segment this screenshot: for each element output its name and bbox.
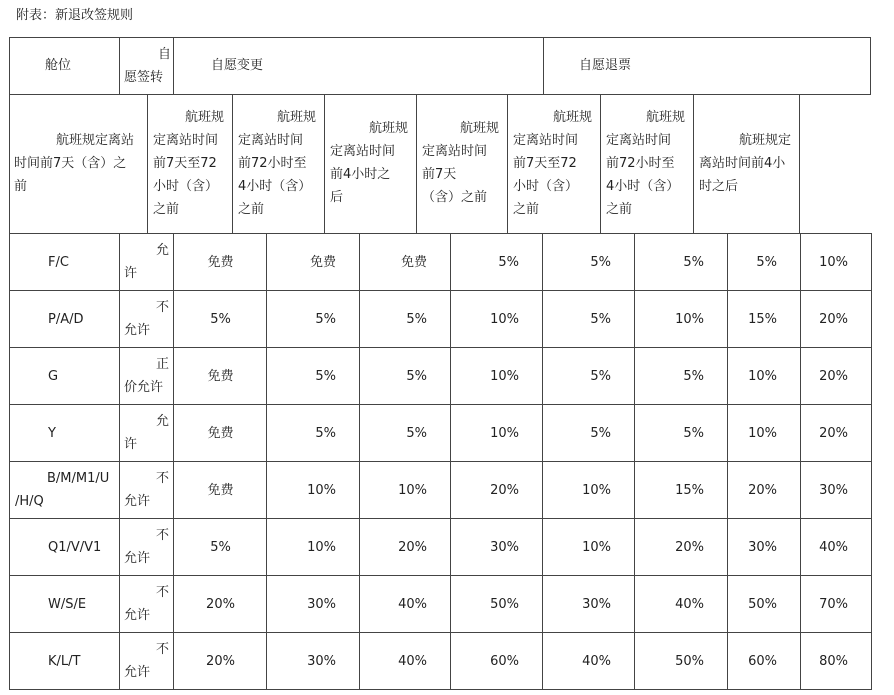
fee-value: 5% (210, 312, 231, 327)
fee-cell (173, 290, 267, 348)
fee-cell (359, 632, 451, 690)
fee-cell (173, 233, 267, 291)
fee-value: 10% (582, 540, 611, 555)
fee-value: 10% (819, 255, 848, 270)
fee-cell (634, 632, 728, 690)
fee-value: 5% (590, 426, 611, 441)
period-header: 定离站时间 (238, 133, 304, 148)
period-header: 之前 (606, 202, 633, 217)
period-header: 航班规 (276, 110, 316, 125)
transfer-value: 不 (155, 471, 169, 486)
fee-cell (359, 575, 451, 633)
period-header: 后 (330, 190, 344, 205)
transfer-cell (119, 233, 174, 291)
fee-value: 5% (406, 312, 427, 327)
fee-cell (634, 404, 728, 462)
period-header: （含）之前 (422, 190, 488, 205)
fee-value: 10% (582, 483, 611, 498)
fee-cell (173, 632, 267, 690)
fee-value: 5% (683, 255, 704, 270)
period-header-cell (416, 94, 508, 234)
period-header: 定离站时间 (606, 133, 672, 148)
fee-value: 50% (490, 597, 519, 612)
transfer-value: 正 (155, 357, 169, 372)
fee-value: 5% (498, 255, 519, 270)
period-header-cell (147, 94, 233, 234)
fee-value: 20% (206, 597, 235, 612)
fee-cell (173, 461, 267, 519)
fee-value: 40% (398, 654, 427, 669)
fee-cell (542, 404, 635, 462)
fee-cell (359, 233, 451, 291)
fee-cell (450, 518, 543, 576)
cabin-header-cell (9, 37, 120, 95)
fee-value: 20% (819, 369, 848, 384)
fee-value: 10% (748, 369, 777, 384)
fee-cell (800, 632, 872, 690)
fee-cell (800, 518, 872, 576)
transfer-value: 允许 (124, 608, 151, 623)
transfer-value: 价允许 (124, 380, 164, 395)
fee-value: 30% (307, 597, 336, 612)
change-header-cell (173, 37, 544, 95)
fee-cell (634, 461, 728, 519)
fee-cell (450, 347, 543, 405)
transfer-cell (119, 347, 174, 405)
transfer-value: 不 (155, 528, 169, 543)
period-header: 之前 (513, 202, 540, 217)
fee-cell (542, 461, 635, 519)
cabin-cell (9, 632, 120, 690)
fee-value: 5% (590, 312, 611, 327)
cabin-code: W/S/E (48, 597, 87, 612)
fee-value: 20% (675, 540, 704, 555)
cabin-cell (9, 575, 120, 633)
fee-cell (450, 404, 543, 462)
transfer-cell (119, 404, 174, 462)
fee-value: 5% (590, 369, 611, 384)
period-header-cell (507, 94, 601, 234)
fee-cell (266, 290, 360, 348)
fee-cell (727, 461, 801, 519)
fee-value: 免费 (309, 255, 336, 270)
fee-value: 5% (590, 255, 611, 270)
fee-value: 30% (490, 540, 519, 555)
period-header-cell (324, 94, 417, 234)
fee-value: 15% (748, 312, 777, 327)
fee-cell (173, 404, 267, 462)
transfer-value: 许 (124, 437, 138, 452)
transfer-header-cell (119, 37, 174, 95)
fee-value: 60% (490, 654, 519, 669)
fee-cell (800, 290, 872, 348)
transfer-value: 允 (155, 243, 169, 258)
period-header: 定离站时间 (330, 144, 396, 159)
fee-cell (266, 632, 360, 690)
fee-value: 10% (490, 312, 519, 327)
period-header: 定离站时间 (513, 133, 579, 148)
cabin-code: K/L/T (48, 654, 81, 669)
period-header: 定离站时间 (422, 144, 488, 159)
fee-cell (727, 290, 801, 348)
period-header-cell (232, 94, 325, 234)
period-header: 航班规 (552, 110, 592, 125)
fee-value: 40% (582, 654, 611, 669)
fee-cell (450, 575, 543, 633)
fee-value: 5% (756, 255, 777, 270)
fee-value: 30% (819, 483, 848, 498)
fee-value: 80% (819, 654, 848, 669)
period-header: 前7天至72 (513, 156, 577, 171)
period-header: 航班规 (368, 121, 408, 136)
cabin-cell (9, 518, 120, 576)
period-header: 前7天 (422, 167, 457, 182)
period-header: 航班规定 (738, 133, 791, 148)
transfer-value: 允许 (124, 323, 151, 338)
refund-header-cell (543, 37, 871, 95)
period-header: 时间前7天（含）之 (14, 156, 127, 171)
fee-cell (173, 575, 267, 633)
cabin-cell (9, 233, 120, 291)
transfer-header: 愿签转 (124, 70, 164, 85)
fee-value: 10% (398, 483, 427, 498)
fee-cell (359, 347, 451, 405)
fee-value: 5% (406, 426, 427, 441)
fee-cell (634, 575, 728, 633)
fee-value: 50% (675, 654, 704, 669)
fee-cell (542, 347, 635, 405)
fee-cell (634, 290, 728, 348)
table-caption: 附表：新退改签规则 (16, 8, 134, 23)
fee-cell (727, 575, 801, 633)
transfer-value: 不 (155, 300, 169, 315)
fee-value: 10% (748, 426, 777, 441)
fee-value: 15% (675, 483, 704, 498)
fee-value: 5% (210, 540, 231, 555)
fee-value: 免费 (207, 426, 234, 441)
transfer-cell (119, 632, 174, 690)
transfer-value: 允许 (124, 551, 151, 566)
fee-value: 10% (490, 426, 519, 441)
fee-value: 免费 (207, 369, 234, 384)
period-header: 离站时间前4小 (699, 156, 786, 171)
cabin-cell (9, 290, 120, 348)
transfer-cell (119, 461, 174, 519)
transfer-cell (119, 575, 174, 633)
period-header: 航班规定离站 (55, 133, 134, 148)
fee-cell (800, 575, 872, 633)
cabin-code: /H/Q (15, 494, 44, 509)
period-header: 前72小时至 (606, 156, 675, 171)
fee-cell (266, 347, 360, 405)
fee-value: 20% (819, 312, 848, 327)
fee-value: 20% (206, 654, 235, 669)
fee-cell (800, 233, 872, 291)
fee-cell (450, 233, 543, 291)
transfer-cell (119, 518, 174, 576)
fee-cell (542, 518, 635, 576)
fee-value: 30% (582, 597, 611, 612)
transfer-value: 不 (155, 642, 169, 657)
period-header: 4小时（含） (606, 179, 680, 194)
fee-cell (266, 233, 360, 291)
change-header: 自愿变更 (211, 58, 264, 73)
fee-value: 免费 (207, 255, 234, 270)
period-header-cell-first (9, 94, 148, 234)
fee-value: 20% (398, 540, 427, 555)
transfer-value: 不 (155, 585, 169, 600)
fee-value: 30% (307, 654, 336, 669)
fee-cell (800, 404, 872, 462)
cabin-code: P/A/D (48, 312, 84, 327)
fee-value: 20% (490, 483, 519, 498)
cabin-cell (9, 347, 120, 405)
fee-value: 20% (748, 483, 777, 498)
cabin-code: G (48, 369, 59, 384)
fee-cell (450, 290, 543, 348)
cabin-header: 舱位 (45, 58, 72, 73)
fee-value: 40% (675, 597, 704, 612)
fee-cell (359, 290, 451, 348)
fee-value: 10% (307, 483, 336, 498)
period-header: 小时（含） (153, 179, 219, 194)
fee-cell (542, 632, 635, 690)
fee-value: 免费 (400, 255, 427, 270)
transfer-cell (119, 290, 174, 348)
cabin-code: Q1/V/V1 (48, 540, 102, 555)
fee-cell (727, 233, 801, 291)
period-header: 前 (14, 179, 28, 194)
refund-header: 自愿退票 (579, 58, 632, 73)
fee-value: 40% (398, 597, 427, 612)
fee-cell (800, 461, 872, 519)
cabin-cell (9, 404, 120, 462)
period-header: 前72小时至 (238, 156, 307, 171)
fee-value: 5% (315, 426, 336, 441)
fee-cell (800, 347, 872, 405)
period-header: 航班规 (459, 121, 499, 136)
transfer-value: 许 (124, 266, 138, 281)
fee-value: 10% (490, 369, 519, 384)
period-header: 之前 (153, 202, 180, 217)
fee-value: 免费 (207, 483, 234, 498)
transfer-header: 自 (157, 47, 171, 62)
fee-value: 60% (748, 654, 777, 669)
fee-cell (266, 518, 360, 576)
period-header: 前4小时之 (330, 167, 391, 182)
fee-cell (359, 404, 451, 462)
transfer-value: 允 (155, 414, 169, 429)
fee-value: 5% (406, 369, 427, 384)
transfer-value: 允许 (124, 665, 151, 680)
fee-cell (542, 290, 635, 348)
fee-cell (727, 347, 801, 405)
cabin-code: F/C (48, 255, 69, 270)
fee-cell (266, 461, 360, 519)
fee-cell (359, 518, 451, 576)
fee-value: 50% (748, 597, 777, 612)
fee-cell (450, 632, 543, 690)
cabin-cell (9, 461, 120, 519)
period-header: 航班规 (184, 110, 224, 125)
fee-cell (727, 518, 801, 576)
period-header: 小时（含） (513, 179, 579, 194)
fee-cell (727, 632, 801, 690)
fee-cell (634, 518, 728, 576)
period-header-cell (693, 94, 800, 234)
fee-value: 40% (819, 540, 848, 555)
fee-cell (173, 518, 267, 576)
fee-cell (359, 461, 451, 519)
fee-cell (634, 347, 728, 405)
transfer-value: 允许 (124, 494, 151, 509)
fee-cell (450, 461, 543, 519)
fee-value: 20% (819, 426, 848, 441)
fee-value: 5% (683, 369, 704, 384)
fee-cell (542, 575, 635, 633)
period-header: 定离站时间 (153, 133, 219, 148)
period-header: 4小时（含） (238, 179, 312, 194)
cabin-code: B/M/M1/U (47, 471, 110, 486)
fee-value: 30% (748, 540, 777, 555)
cabin-code: Y (48, 426, 56, 441)
fee-value: 5% (315, 369, 336, 384)
period-header: 之前 (238, 202, 265, 217)
period-header-cell (600, 94, 694, 234)
fee-cell (173, 347, 267, 405)
fee-cell (266, 575, 360, 633)
fee-value: 5% (315, 312, 336, 327)
fee-value: 10% (307, 540, 336, 555)
fee-cell (634, 233, 728, 291)
fee-value: 70% (819, 597, 848, 612)
fee-value: 10% (675, 312, 704, 327)
fee-cell (727, 404, 801, 462)
fee-cell (266, 404, 360, 462)
fee-cell (542, 233, 635, 291)
period-header: 前7天至72 (153, 156, 217, 171)
period-header: 航班规 (645, 110, 685, 125)
fee-value: 5% (683, 426, 704, 441)
period-header: 时之后 (699, 179, 739, 194)
